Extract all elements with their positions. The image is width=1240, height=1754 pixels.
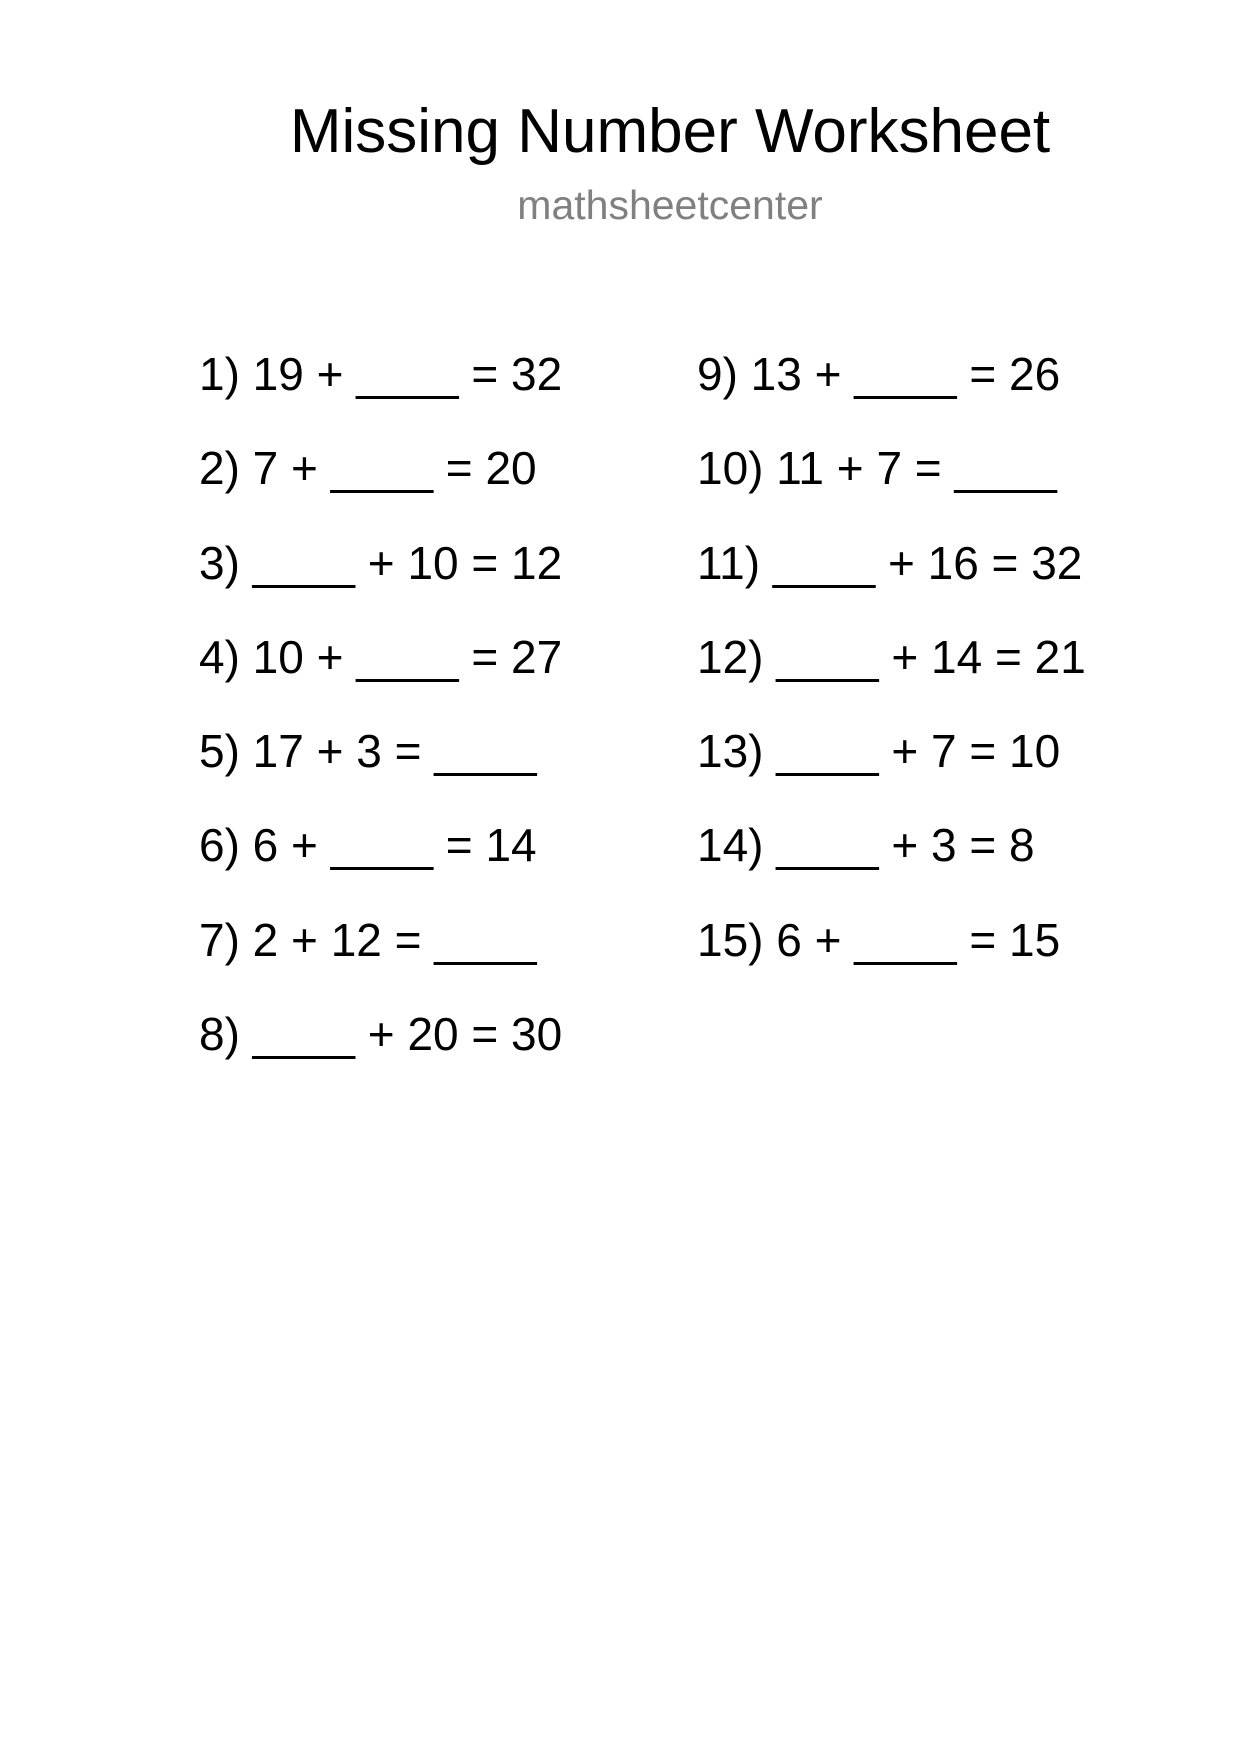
problem-9: 9) 13 + ____ = 26 <box>697 348 1061 400</box>
problem-15: 15) 6 + ____ = 15 <box>697 913 1061 966</box>
problem-14: 14) ____ + 3 = 8 <box>697 819 1035 872</box>
problem-11: 11) ____ + 16 = 32 <box>697 536 1083 589</box>
problem-13: 13) ____ + 7 = 10 <box>697 725 1061 778</box>
problem-6: 6) 6 + ____ = 14 <box>199 819 537 872</box>
problems-column-left <box>199 344 562 1098</box>
problem-7: 7) 2 + 12 = ____ <box>199 913 537 966</box>
problem-1: 1) 19 + ____ = 32 <box>199 348 563 400</box>
problem-5: 5) 17 + 3 = ____ <box>199 725 537 778</box>
problem-3: 3) ____ + 10 = 12 <box>199 536 563 589</box>
problem-12: 12) ____ + 14 = 21 <box>697 630 1086 683</box>
problem-4: 4) 10 + ____ = 27 <box>199 630 563 683</box>
problem-8: 8) ____ + 20 = 30 <box>199 1008 563 1061</box>
problem-10: 10) 11 + 7 = ____ <box>697 442 1057 495</box>
problem-2: 2) 7 + ____ = 20 <box>199 442 537 495</box>
worksheet-subtitle: mathsheetcenter <box>517 182 823 228</box>
worksheet-title: Missing Number Worksheet <box>289 97 1051 166</box>
problems-column-right <box>697 344 1086 1004</box>
